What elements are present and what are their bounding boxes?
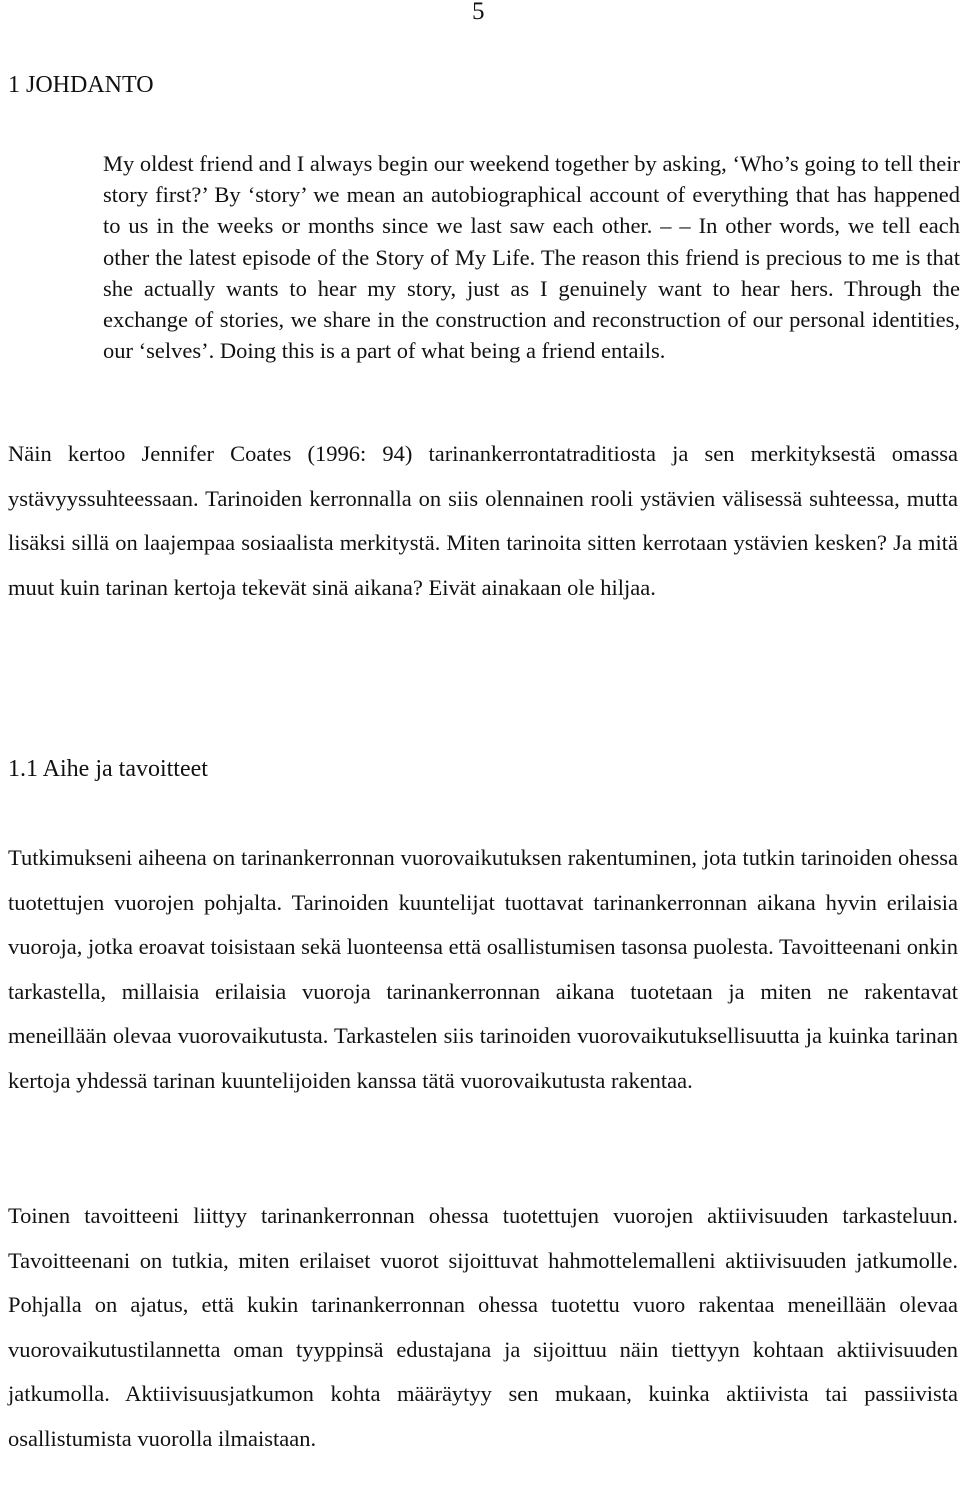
body-paragraph-3: Toinen tavoitteeni liittyy tarinankerronnan ohessa tuotettujen vuorojen aktiivisuuden tarkasteluun. Tavoitteenani on tutkia, miten erilaiset vuorot sijoittuvat hahmottelemalleni aktiivisuuden jatkumolle. Pohjalla on ajatus, että kukin tarinankerronnan ohessa tuotettu vuoro rakentaa meneillään olevaa vuorovaikutustilannetta oman tyyppinsä edustajana ja sijoittuu näin tiettyyn kohtaan aktiivisuuden jatkumolla. Aktiivisuusjatkumon kohta määräytyy sen mukaan, kuinka aktiivista tai passiivista osallistumista vuorolla ilmaistaan. (8, 1203, 958, 1451)
page-number: 5 (472, 0, 485, 25)
body-paragraph-2: Tutkimukseni aiheena on tarinankerronnan vuorovaikutuksen rakentuminen, jota tutkin tarinoiden ohessa tuotettujen vuorojen pohjalta. Tarinoiden kuuntelijat tuottavat tarinankerronnan aikana hyvin erilaisia vuoroja, jotka eroavat toisistaan sekä luonteensa että osallistumisen tasonsa puolesta. Tavoitteenani onkin tarkastella, millaisia erilaisia vuoroja tarinankerronnan aikana tuotetaan ja miten ne rakentavat meneillään olevaa vuorovaikutusta. Tarkastelen siis tarinoiden vuorovaikutuksellisuutta ja kuinka tarinan kertoja yhdessä tarinan kuuntelijoiden kanssa tätä vuorovaikutusta rakentaa. (8, 845, 958, 1093)
chapter-heading: 1 JOHDANTO (8, 72, 154, 98)
block-quote: My oldest friend and I always begin our weekend together by asking, ‘Who’s going to tell their story first?’ By ‘story’ we mean an autobiographical account of everything that has happened to us in the weeks or months since we last saw each other. – – In other words, we tell each other the latest episode of the Story of My Life. The reason this friend is precious to me is that she actually wants to hear my story, just as I genuinely want to hear hers. Through the exchange of stories, we share in the construction and reconstruction of our personal identities, our ‘selves’. Doing this is a part of what being a friend entails. (103, 151, 960, 364)
section-heading: 1.1 Aihe ja tavoitteet (8, 756, 208, 782)
body-paragraph-1: Näin kertoo Jennifer Coates (1996: 94) tarinankerrontatraditiosta ja sen merkityksestä omassa ystävyyssuhteessaan. Tarinoiden kerronnalla on siis olennainen rooli ystävien välisessä suhteessa, mutta lisäksi sillä on laajempaa sosiaalista merkitystä. Miten tarinoita sitten kerrotaan ystävien kesken? Ja mitä muut kuin tarinan kertoja tekevät sinä aikana? Eivät ainakaan ole hiljaa. (8, 441, 958, 600)
